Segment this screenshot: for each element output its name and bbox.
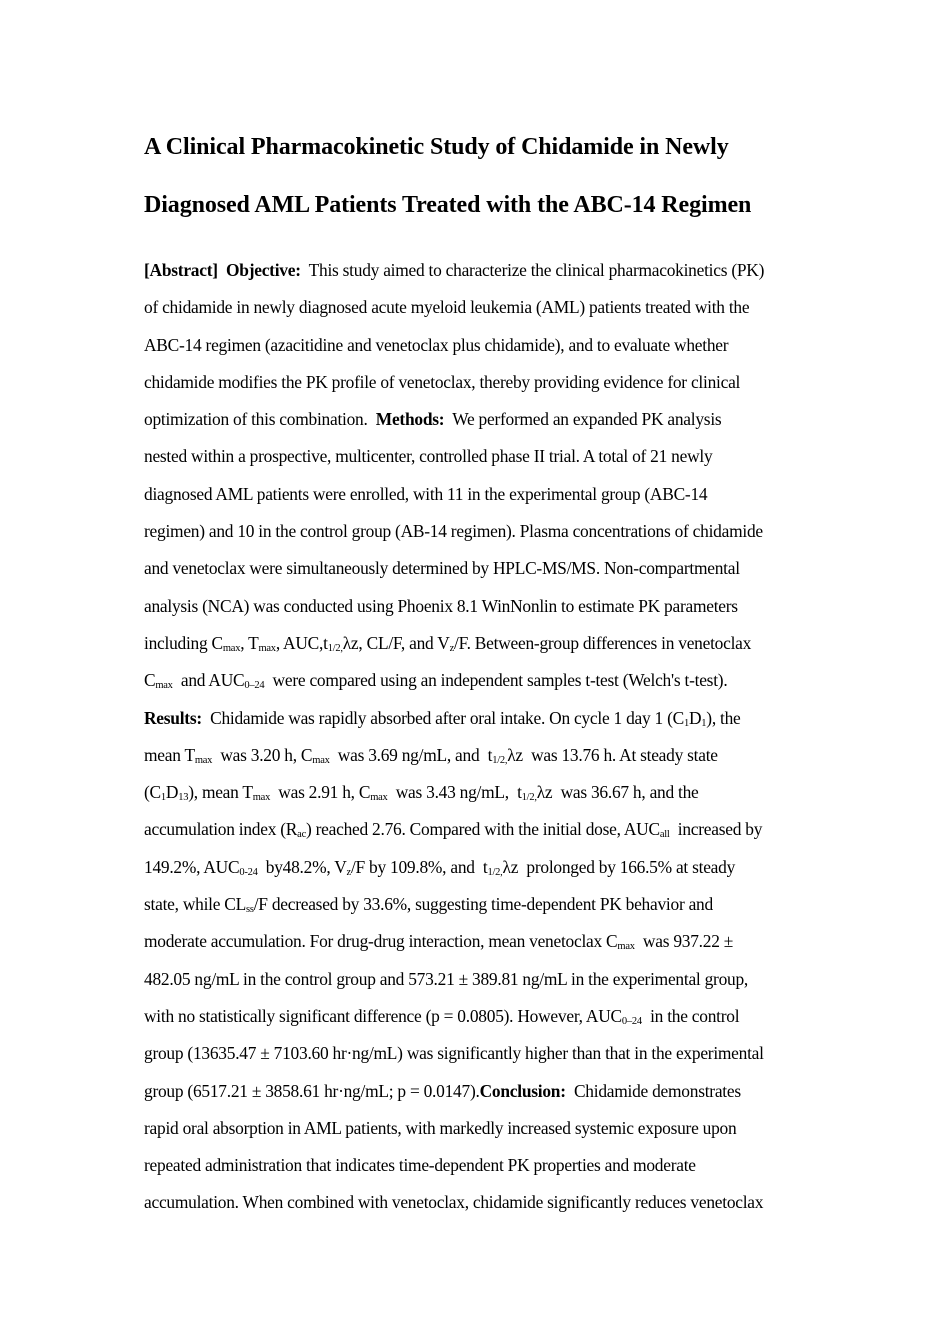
abstract-text: repeated administration that indicates time-dependent PK properties and moderate bbox=[144, 1155, 696, 1176]
section-label: Conclusion: bbox=[479, 1080, 566, 1101]
abstract-text: λz, CL/F, and V bbox=[342, 632, 450, 653]
abstract-text: was 2.91 h, C bbox=[270, 782, 371, 803]
abstract-text: This study aimed to characterize the clinical pharmacokinetics (PK) bbox=[300, 260, 765, 280]
abstract-text: ), the bbox=[706, 707, 741, 728]
abstract-text: group (13635.47 ± 7103.60 hr·ng/mL) was significantly higher than that in the experimental bbox=[144, 1043, 764, 1064]
subscript: max bbox=[222, 642, 241, 654]
abstract-text: D bbox=[165, 782, 179, 803]
abstract-line bbox=[144, 625, 812, 662]
abstract-text: λz was 36.67 h, and the bbox=[536, 782, 699, 803]
abstract-line bbox=[144, 774, 812, 811]
abstract-text: 149.2%, AUC bbox=[144, 856, 240, 877]
abstract-line bbox=[144, 401, 812, 438]
abstract-line bbox=[144, 476, 812, 513]
abstract-line bbox=[144, 588, 812, 625]
abstract-text: , T bbox=[240, 632, 259, 653]
abstract-text: rapid oral absorption in AML patients, with markedly increased systemic exposure upon bbox=[144, 1117, 737, 1138]
abstract-line bbox=[144, 700, 812, 737]
abstract-text: state, while CL bbox=[144, 894, 247, 915]
abstract-text: C bbox=[144, 670, 156, 691]
abstract-text: with no statistically significant difference (p = 0.0805). However, AUC bbox=[144, 1005, 622, 1026]
abstract-text: was 3.69 ng/mL, and t bbox=[329, 744, 493, 765]
abstract-text bbox=[218, 260, 226, 280]
abstract-line bbox=[144, 1035, 812, 1072]
abstract-line bbox=[144, 327, 812, 364]
abstract-line bbox=[144, 438, 812, 475]
section-label: [Abstract] bbox=[144, 260, 218, 280]
subscript: z bbox=[449, 642, 454, 654]
abstract-text: and AUC bbox=[172, 670, 245, 691]
abstract-line bbox=[144, 886, 812, 923]
paper-title-line: A Clinical Pharmacokinetic Study of Chidamide in Newly bbox=[144, 134, 729, 160]
abstract-line bbox=[144, 1110, 812, 1147]
abstract-line bbox=[144, 849, 812, 886]
subscript: 0–24 bbox=[621, 1015, 642, 1027]
abstract-text: increased by bbox=[669, 819, 763, 840]
section-label: Objective: bbox=[226, 260, 301, 280]
abstract-text: regimen) and 10 in the control group (AB-14 regimen). Plasma concentrations of chidamide bbox=[144, 521, 763, 542]
subscript: max bbox=[258, 642, 276, 654]
abstract-text: /F decreased by 33.6%, suggesting time-dependent PK behavior and bbox=[253, 894, 713, 915]
abstract-text: ) reached 2.76. Compared with the initial dose, AUC bbox=[305, 819, 660, 840]
subscript: 0-24 bbox=[239, 866, 258, 878]
abstract-line bbox=[144, 1073, 812, 1110]
abstract-text: group (6517.21 ± 3858.61 hr·ng/mL; p = 0.0147). bbox=[144, 1080, 480, 1101]
subscript: max bbox=[617, 941, 635, 953]
abstract-line bbox=[144, 289, 812, 326]
subscript: max bbox=[194, 754, 213, 766]
abstract-text: was 3.43 ng/mL, t bbox=[387, 782, 522, 803]
subscript: 1 bbox=[160, 792, 166, 804]
subscript: 1 bbox=[683, 717, 689, 729]
abstract-text: nested within a prospective, multicenter, controlled phase II trial. A total of 21 newly bbox=[144, 446, 713, 467]
abstract-line bbox=[144, 513, 812, 550]
abstract-text: accumulation index (R bbox=[144, 819, 298, 840]
subscript: 1/2, bbox=[327, 642, 343, 654]
abstract-text: and venetoclax were simultaneously determined by HPLC-MS/MS. Non-compartmental bbox=[144, 558, 740, 579]
abstract-text: D bbox=[688, 707, 702, 728]
abstract-text: were compared using an independent samples t-test (Welch's t-test). bbox=[264, 670, 728, 691]
abstract-text: mean T bbox=[144, 744, 195, 765]
subscript: 1/2, bbox=[487, 866, 503, 878]
abstract-text: of chidamide in newly diagnosed acute myeloid leukemia (AML) patients treated with the bbox=[144, 297, 750, 318]
abstract-line bbox=[144, 662, 812, 699]
subscript: 1 bbox=[701, 717, 707, 729]
abstract-line bbox=[144, 1184, 812, 1221]
abstract-text: /F by 109.8%, and t bbox=[350, 856, 488, 877]
subscript: 1/2, bbox=[521, 792, 537, 804]
abstract-text: by48.2%, V bbox=[257, 856, 347, 877]
abstract-line bbox=[144, 364, 812, 401]
abstract-text: in the control bbox=[641, 1005, 740, 1026]
subscript: max bbox=[370, 792, 388, 804]
abstract-text: chidamide modifies the PK profile of venetoclax, thereby providing evidence for clinical bbox=[144, 371, 741, 392]
subscript: 13 bbox=[178, 792, 189, 804]
paper-title-line: Diagnosed AML Patients Treated with the ABC-14 Regimen bbox=[144, 192, 752, 218]
subscript: max bbox=[312, 754, 330, 766]
subscript: z bbox=[346, 866, 351, 878]
abstract-text: was 937.22 ± bbox=[634, 931, 734, 952]
subscript: max bbox=[155, 680, 173, 692]
abstract-text: , AUC,t bbox=[275, 632, 328, 653]
section-label: Results: bbox=[144, 707, 202, 728]
section-label: Methods: bbox=[375, 409, 445, 430]
abstract-text: analysis (NCA) was conducted using Phoenix 8.1 WinNonlin to estimate PK parameters bbox=[144, 595, 738, 616]
abstract-text: λz prolonged by 166.5% at steady bbox=[502, 856, 736, 877]
abstract-line bbox=[144, 923, 812, 960]
abstract-text: diagnosed AML patients were enrolled, with 11 in the experimental group (ABC-14 bbox=[144, 483, 708, 504]
subscript: 0–24 bbox=[244, 680, 265, 692]
abstract-line bbox=[144, 1147, 812, 1184]
abstract-text: including C bbox=[144, 632, 223, 653]
abstract-line bbox=[144, 998, 812, 1035]
abstract-text: (C bbox=[144, 782, 161, 803]
abstract-text: λz was 13.76 h. At steady state bbox=[507, 744, 718, 765]
abstract-text: was 3.20 h, C bbox=[212, 744, 313, 765]
abstract-text: Chidamide was rapidly absorbed after oral intake. On cycle 1 day 1 (C bbox=[201, 707, 684, 728]
subscript: ss bbox=[246, 904, 254, 916]
abstract-text: accumulation. When combined with venetoclax, chidamide significantly reduces venetoclax bbox=[144, 1192, 764, 1213]
subscript: all bbox=[659, 829, 670, 841]
paper-page bbox=[144, 0, 812, 1222]
subscript: ac bbox=[297, 829, 306, 841]
abstract-line bbox=[144, 961, 812, 998]
abstract-text: ), mean T bbox=[188, 782, 253, 803]
abstract-text: ABC-14 regimen (azacitidine and venetoclax plus chidamide), and to evaluate whether bbox=[144, 334, 729, 355]
abstract-text: /F. Between-group differences in venetoclax bbox=[454, 632, 752, 653]
abstract-text: We performed an expanded PK analysis bbox=[444, 409, 722, 430]
abstract-text: moderate accumulation. For drug-drug interaction, mean venetoclax C bbox=[144, 931, 618, 952]
paper-title bbox=[144, 0, 812, 234]
subscript: max bbox=[252, 792, 271, 804]
abstract-text: optimization of this combination. bbox=[144, 409, 376, 430]
subscript: 1/2, bbox=[492, 754, 508, 766]
abstract-line bbox=[144, 550, 812, 587]
abstract-text: 482.05 ng/mL in the control group and 573.21 ± 389.81 ng/mL in the experimental group, bbox=[144, 968, 749, 989]
abstract-line bbox=[144, 252, 812, 289]
abstract-text: Chidamide demonstrates bbox=[565, 1080, 741, 1101]
abstract-line bbox=[144, 811, 812, 848]
abstract-line bbox=[144, 737, 812, 774]
abstract-body bbox=[144, 252, 812, 1222]
